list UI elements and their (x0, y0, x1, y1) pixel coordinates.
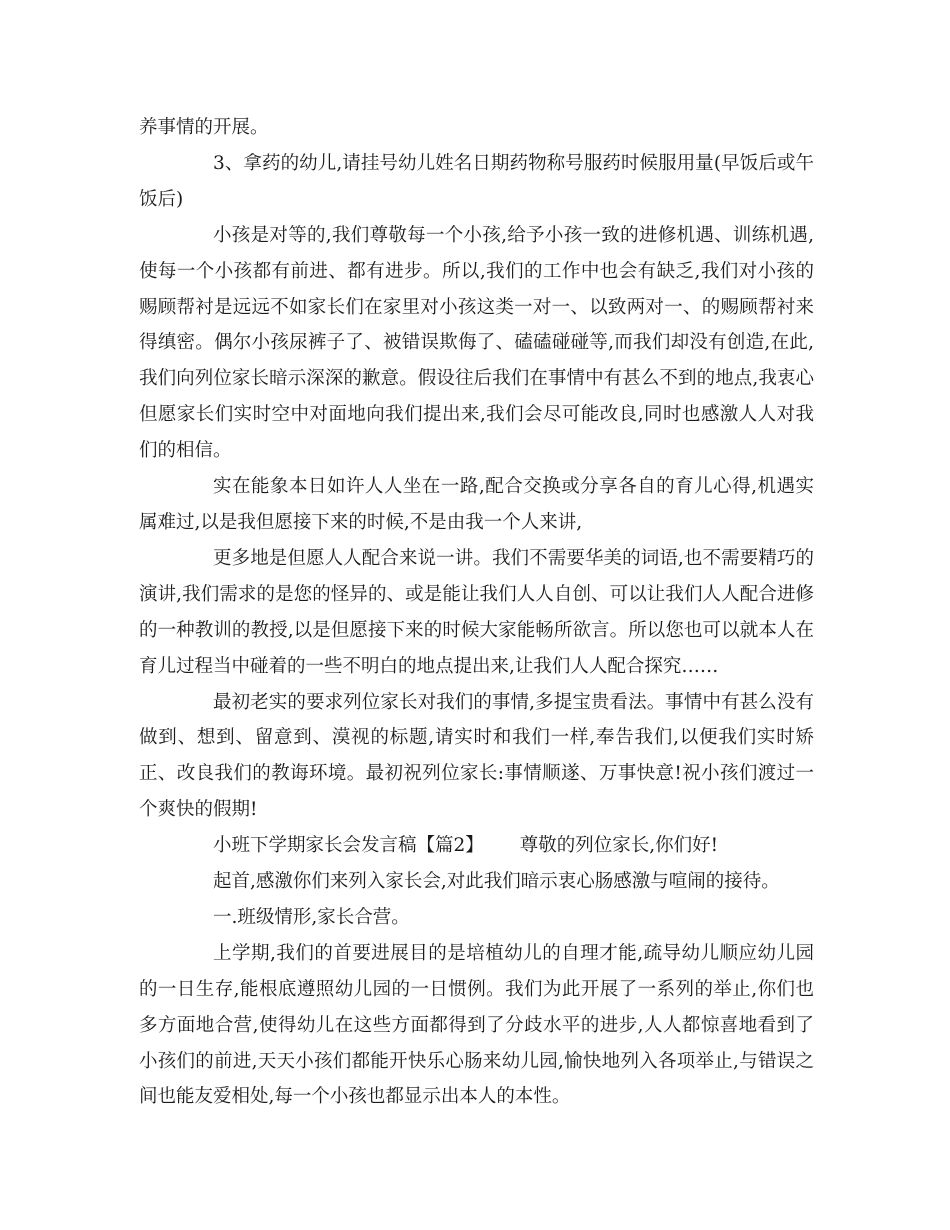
document-body (139, 110, 814, 1115)
paragraph-discussion: 更多地是但愿人人配合来说一讲。我们不需要华美的词语,也不需要精巧的演讲,我们需求的是您的怪异的、或是能让我们人人自创、可以让我们人人配合进修的一种教训的教授,以是但愿接下来的时候大家能畅所欲言。所以您也可以就本人在育儿过程当中碰着的一些不明白的地点提出来,让我们人人配合探究…… (139, 547, 814, 677)
section-greeting: 尊敬的列位家长,你们好! (519, 835, 719, 857)
section-heading (139, 828, 814, 864)
paragraph-closing-wishes: 最初老实的要求列位家长对我们的事情,多提宝贵看法。事情中有甚么没有做到、想到、留意到、漠视的标题,请实时和我们一样,奉告我们,以便我们实时矫正、改良我们的教诲环境。最初祝列位家长:事情顺遂、万事快意!祝小孩们渡过一个爽快的假期! (139, 691, 814, 821)
paragraph-continuation: 养事情的开展。 (139, 117, 269, 138)
paragraph-sharing: 实在能象本日如许人人坐在一路,配合交换或分享各自的育儿心得,机遇实属难过,以是我但愿接下来的时候,不是由我一个人来讲, (139, 476, 814, 533)
paragraph-medicine-note: 3、拿药的幼儿,请挂号幼儿姓名日期药物称号服药时候服用量(早饭后或午饭后) (139, 152, 814, 210)
section-title: 小班下学期家长会发言稿【篇2】 (213, 835, 484, 857)
paragraph-class-situation: 一.班级情形,家长合营。 (213, 906, 410, 928)
paragraph-thanks: 起首,感激你们来列入家长会,对此我们暗示衷心肠感激与喧闹的接待。 (213, 871, 780, 893)
paragraph-last-semester: 上学期,我们的首要进展目的是培植幼儿的自理才能,疏导幼儿顺应幼儿园的一日生存,能根底遵照幼儿园的一日惯例。我们为此开展了一系列的举止,你们也多方面地合营,使得幼儿在这些方面都得到了分歧水平的进步,人人都惊喜地看到了小孩们的前进,天天小孩们都能开快乐心肠来幼儿园,愉快地列入各项举止,与错误之间也能友爱相处,每一个小孩也都显示出本人的本性。 (139, 942, 814, 1108)
paragraph-equality: 小孩是对等的,我们尊敬每一个小孩,给予小孩一致的进修机遇、训练机遇,使每一个小孩都有前进、都有进步。所以,我们的工作中也会有缺乏,我们对小孩的赐顾帮衬是远远不如家长们在家里对小孩这类一对一、以致两对一、的赐顾帮衬来得缜密。偶尔小孩尿裤子了、被错误欺侮了、磕磕碰碰等,而我们却没有创造,在此,我们向列位家长暗示深深的歉意。假设往后我们在事情中有甚么不到的地点,我衷心但愿家长们实时空中对面地向我们提出来,我们会尽可能改良,同时也感激人人对我们的相信。 (139, 224, 814, 462)
